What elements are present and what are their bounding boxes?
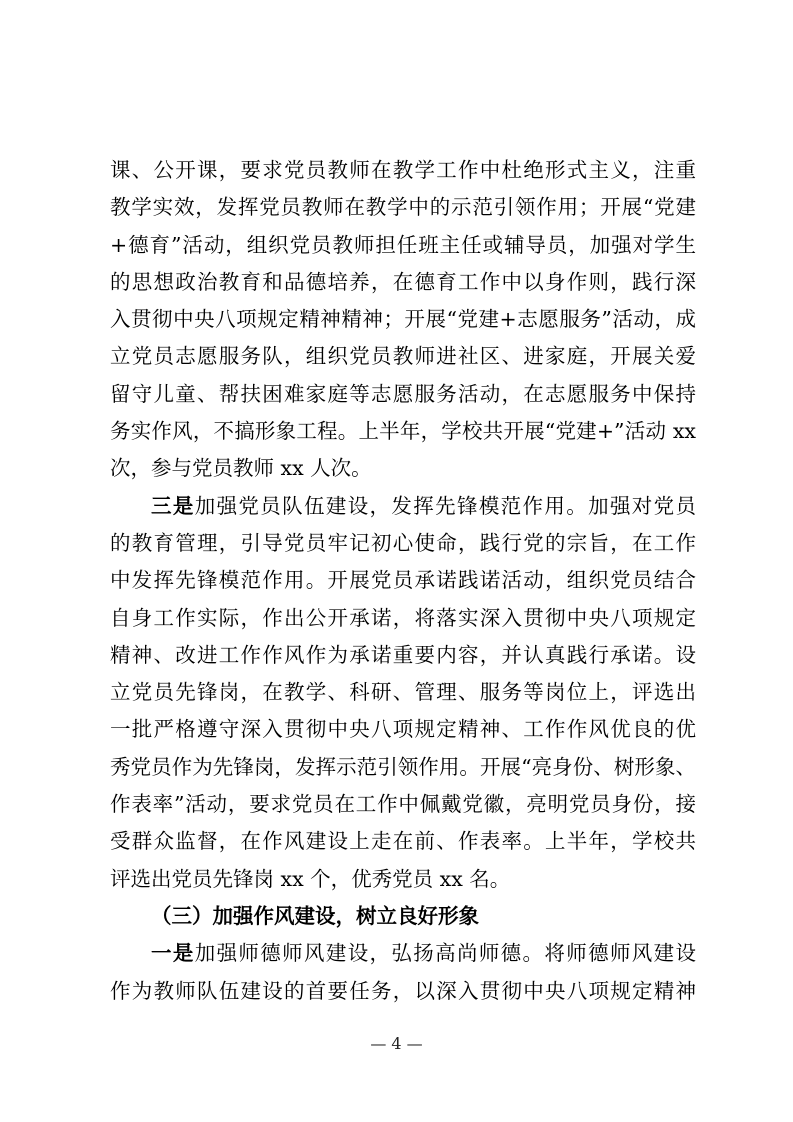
paragraph-line: 次，参与党员教师 xx 人次。 xyxy=(110,456,372,481)
paragraph-line: 一批严格遵守深入贯彻中央八项规定精神、工作作风优良的优 xyxy=(110,717,696,742)
paragraph-line: +德育”活动，组织党员教师担任班主任或辅导员，加强对学生 xyxy=(110,232,696,257)
paragraph-line: 立党员先锋岗，在教学、科研、管理、服务等岗位上，评选出 xyxy=(110,680,696,705)
paragraph-line: 作表率”活动，要求党员在工作中佩戴党徽，亮明党员身份，接 xyxy=(110,792,696,817)
paragraph-line: 评选出党员先锋岗 xx 个，优秀党员 xx 名。 xyxy=(110,866,511,891)
paragraph-line: 务实作风，不搞形象工程。上半年，学校共开展“党建+”活动 xx xyxy=(110,419,696,444)
section-heading: （三）加强作风建设，树立良好形象 xyxy=(151,903,479,928)
paragraph-line: 中发挥先锋模范作用。开展党员承诺践诺活动，组织党员结合 xyxy=(110,568,696,593)
paragraph-lead: 一是 xyxy=(151,941,195,966)
paragraph-line: 作为教师队伍建设的首要任务，以深入贯彻中央八项规定精神 xyxy=(110,978,696,1003)
paragraph-line: 课、公开课，要求党员教师在教学工作中杜绝形式主义，注重 xyxy=(110,158,696,182)
paragraph-line: 受群众监督，在作风建设上走在前、作表率。上半年，学校共 xyxy=(110,829,696,854)
paragraph-line: 教学实效，发挥党员教师在教学中的示范引领作用；开展“党建 xyxy=(110,195,696,220)
paragraph-line: 留守儿童、帮扶困难家庭等志愿服务活动，在志愿服务中保持 xyxy=(110,381,696,406)
paragraph-line-text: 加强师德师风建设，弘扬高尚师德。将师德师风建设 xyxy=(194,941,697,966)
body-text xyxy=(110,152,696,1010)
page-number: — 4 — xyxy=(370,1034,423,1053)
paragraph-line: 立党员志愿服务队，组织党员教师进社区、进家庭，开展关爱 xyxy=(110,344,696,369)
paragraph-line: 精神、改进工作作风作为承诺重要内容，并认真践行承诺。设 xyxy=(110,642,696,667)
paragraph-line: 入贯彻中央八项规定精神精神；开展“党建+志愿服务”活动，成 xyxy=(110,307,696,332)
paragraph-line: 秀党员作为先锋岗，发挥示范引领作用。开展“亮身份、树形象、 xyxy=(110,754,696,779)
paragraph-first-line xyxy=(110,488,696,525)
paragraph-line: 的教育管理，引导党员牢记初心使命，践行党的宗旨，在工作 xyxy=(110,530,696,555)
paragraph-lead: 三是 xyxy=(151,493,195,518)
paragraph-line: 的思想政治教育和品德培养，在德育工作中以身作则，践行深 xyxy=(110,269,696,294)
paragraph-line: 自身工作实际，作出公开承诺，将落实深入贯彻中央八项规定 xyxy=(110,605,696,630)
paragraph-line-text: 加强党员队伍建设，发挥先锋模范作用。加强对党员 xyxy=(194,493,697,518)
paragraph-first-line xyxy=(110,935,696,972)
